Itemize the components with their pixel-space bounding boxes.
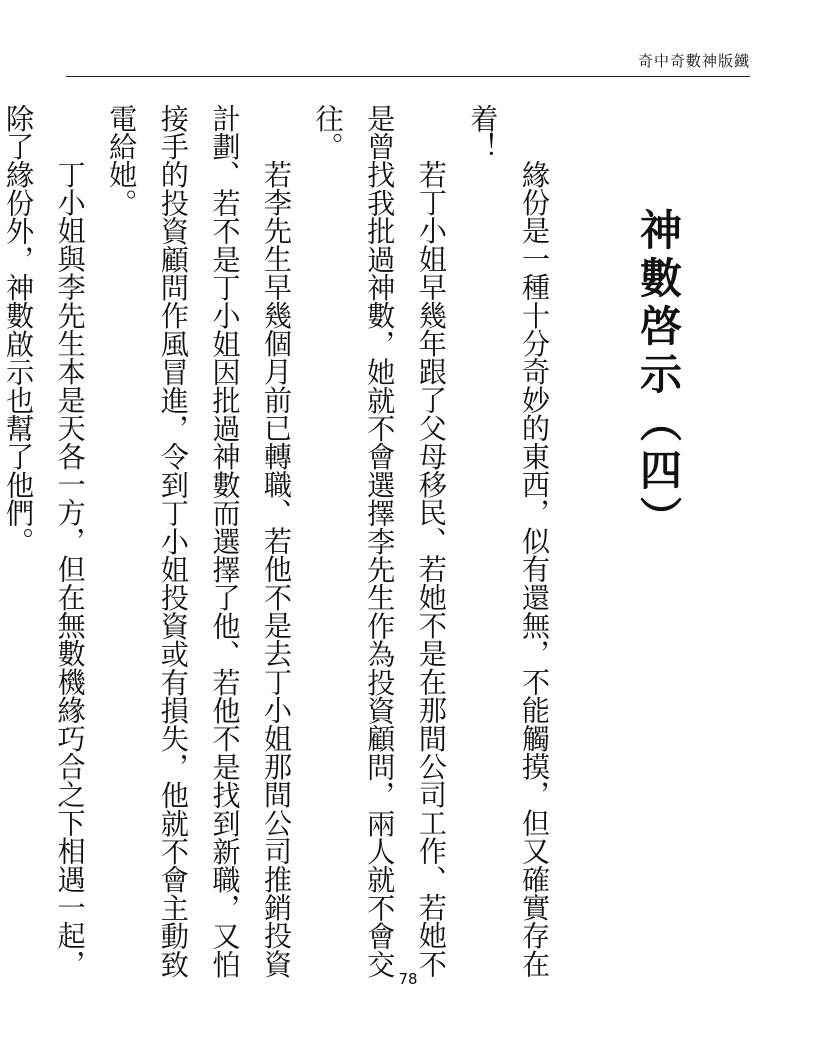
chapter-title: 神數啓示（四） [634,208,683,544]
header-rule [66,76,750,77]
paragraph-1: 緣份是一種十分奇妙的東西，似有還無，不能觸摸，但又確實存在着！ [466,104,551,979]
paragraph-2: 若丁小姐早幾年跟了父母移民、若她不是在那間公司工作、若她不是曾找我批過神數，她就不會選擇李先生作為投資顧問，兩人就不會交往。 [311,104,448,979]
page-number: 78 [398,970,418,988]
paragraph-3: 若李先生早幾個月前已轉職、若他不是去丁小姐那間公司推銷投資計劃、若不是丁小姐因批過神數而選擇了他、若他不是找到新職，又怕接手的投資顧問作風冒進，令到丁小姐投資或有損失，他就不會主動致電給她。 [105,104,294,979]
running-header: 奇中奇數神版鐵 [637,52,750,70]
body-text [0,104,560,984]
paragraph-4: 丁小姐與李先生本是天各一方，但在無數機緣巧合之下相遇一起，除了緣份外，神數啟示也幫了他們。 [2,104,87,979]
